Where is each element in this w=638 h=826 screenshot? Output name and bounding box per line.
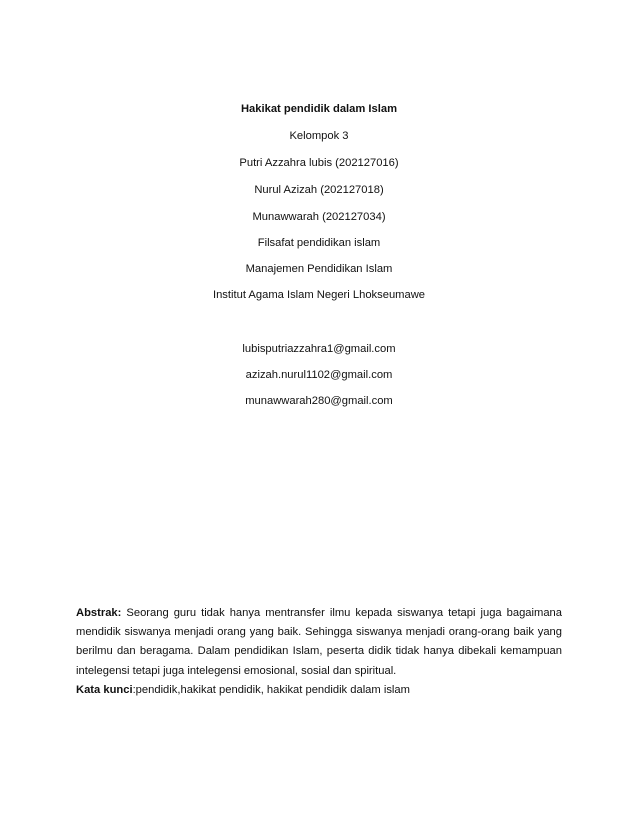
keywords-label: Kata kunci — [76, 684, 133, 696]
group-name: Kelompok 3 — [289, 130, 349, 142]
abstract-label: Abstrak: — [76, 607, 122, 619]
email-line: munawwarah280@gmail.com — [245, 395, 393, 407]
author-line: Munawwarah (202127034) — [252, 211, 386, 223]
keywords-line — [76, 682, 562, 698]
course-name: Filsafat pendidikan islam — [257, 237, 381, 249]
abstract-paragraph — [76, 604, 562, 681]
abstract-text: Seorang guru tidak hanya mentransfer ilmu kepada siswanya tetapi juga bagaimana mendidik siswanya menjadi orang yang baik. Sehingga siswanya menjadi orang-orang baik yang berilmu dan beragama. Dalam pendidikan Islam, peserta didik tidak hanya dibekali kemampuan intelegensi tetapi juga intelegensi emosional, sosial dan spiritual. — [76, 607, 562, 677]
author-line: Putri Azzahra lubis (202127016) — [239, 157, 399, 169]
email-line: azizah.nurul1102@gmail.com — [245, 369, 393, 381]
keywords-text: :pendidik,hakikat pendidik, hakikat pendidik dalam islam — [132, 684, 410, 696]
paper-title: Hakikat pendidik dalam Islam — [240, 103, 398, 115]
author-line: Nurul Azizah (202127018) — [254, 184, 384, 196]
program-name: Manajemen Pendidikan Islam — [245, 263, 393, 275]
institution-name: Institut Agama Islam Negeri Lhokseumawe — [212, 289, 426, 301]
email-line: lubisputriazzahra1@gmail.com — [242, 343, 396, 355]
